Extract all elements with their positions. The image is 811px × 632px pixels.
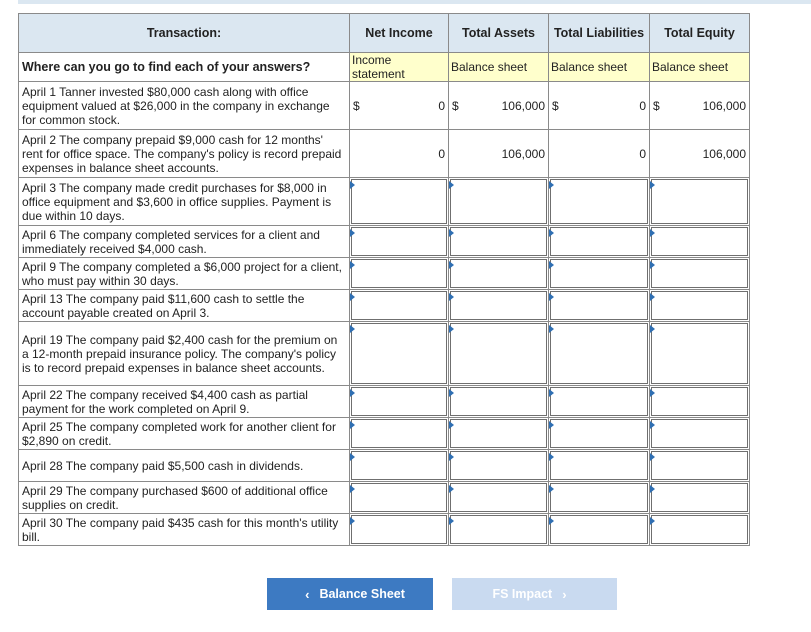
total-assets-source-value: Balance sheet (451, 60, 528, 74)
input-box[interactable] (351, 483, 447, 512)
input-box[interactable] (651, 419, 748, 448)
amount-value: 0 (438, 98, 445, 113)
input-marker-icon (650, 389, 655, 397)
total-assets-input[interactable] (449, 482, 549, 514)
transaction-row (19, 418, 750, 450)
input-box[interactable] (351, 419, 447, 448)
next-button-label: FS Impact (492, 587, 553, 601)
prev-button-label: Balance Sheet (319, 587, 405, 601)
cell-value (452, 130, 545, 177)
input-marker-icon (549, 325, 554, 333)
input-box[interactable] (651, 483, 748, 512)
total-assets-input[interactable] (449, 450, 549, 482)
input-marker-icon (449, 293, 454, 301)
cell-value (552, 130, 646, 177)
input-marker-icon (350, 261, 355, 269)
header-transaction: Transaction: (19, 14, 350, 53)
total-equity-input[interactable] (650, 258, 750, 290)
amount-value: 106,000 (702, 98, 746, 113)
input-marker-icon (650, 325, 655, 333)
total-liabilities-input[interactable] (549, 418, 650, 450)
input-box[interactable] (651, 387, 748, 416)
input-box[interactable] (450, 291, 547, 320)
amount-value: 106,000 (501, 146, 545, 161)
balance-sheet-prev-button[interactable] (267, 578, 433, 610)
input-marker-icon (350, 229, 355, 237)
header-total-equity: Total Equity (650, 14, 750, 53)
total-equity-input[interactable] (650, 82, 750, 130)
input-marker-icon (449, 421, 454, 429)
transaction-description: April 6 The company completed services for a client and immediately received $4,000 cash. (19, 226, 350, 258)
net-income-input[interactable] (350, 450, 449, 482)
total-assets-input[interactable] (449, 322, 549, 386)
total-liabilities-input[interactable] (549, 450, 650, 482)
total-equity-input[interactable] (650, 322, 750, 386)
input-marker-icon (549, 293, 554, 301)
input-marker-icon (350, 293, 355, 301)
net-income-input[interactable] (350, 482, 449, 514)
header-net-income: Net Income (350, 14, 449, 53)
header-row (19, 14, 750, 53)
total-equity-source-value: Balance sheet (652, 60, 729, 74)
input-box[interactable] (450, 419, 547, 448)
input-box[interactable] (450, 451, 547, 480)
transaction-row (19, 450, 750, 482)
total-liabilities-input[interactable] (549, 130, 650, 178)
transaction-row (19, 514, 750, 546)
transaction-description: April 2 The company prepaid $9,000 cash for 12 months' rent for office space. The company's policy is record prepaid expenses in balance sheet accounts. (19, 130, 350, 178)
total-liabilities-input[interactable] (549, 226, 650, 258)
transaction-row (19, 226, 750, 258)
input-marker-icon (449, 517, 454, 525)
input-marker-icon (449, 229, 454, 237)
total-assets-source-select[interactable] (449, 53, 549, 82)
transaction-description: April 28 The company paid $5,500 cash in dividends. (19, 450, 350, 482)
input-box[interactable] (351, 451, 447, 480)
input-marker-icon (549, 421, 554, 429)
total-assets-input[interactable] (449, 386, 549, 418)
input-box[interactable] (651, 323, 748, 384)
cell-value (552, 82, 646, 129)
amount-value: 0 (639, 98, 646, 113)
transaction-row (19, 178, 750, 226)
input-box[interactable] (651, 227, 748, 256)
input-marker-icon (549, 517, 554, 525)
total-assets-input[interactable] (449, 290, 549, 322)
input-marker-icon (350, 453, 355, 461)
cell-value (452, 82, 545, 129)
input-box[interactable] (550, 483, 648, 512)
net-income-input[interactable] (350, 290, 449, 322)
total-equity-input[interactable] (650, 418, 750, 450)
amount-value: 106,000 (501, 98, 545, 113)
total-liabilities-source-select[interactable] (549, 53, 650, 82)
net-income-input[interactable] (350, 130, 449, 178)
currency-symbol: $ (653, 98, 660, 113)
total-assets-input[interactable] (449, 514, 549, 546)
net-income-input[interactable] (350, 386, 449, 418)
input-box[interactable] (351, 179, 447, 224)
chevron-right-icon: › (562, 586, 567, 602)
net-income-input[interactable] (350, 178, 449, 226)
input-marker-icon (549, 181, 554, 189)
total-equity-input[interactable] (650, 450, 750, 482)
source-question: Where can you go to find each of your answers? (19, 53, 350, 82)
total-equity-input[interactable] (650, 514, 750, 546)
input-box[interactable] (550, 515, 648, 544)
total-liabilities-input[interactable] (549, 482, 650, 514)
transaction-description: April 19 The company paid $2,400 cash for the premium on a 12-month prepaid insurance policy. The company's policy is to record prepaid expenses in balance sheet accounts. (19, 322, 350, 386)
net-income-input[interactable] (350, 258, 449, 290)
input-marker-icon (350, 517, 355, 525)
transaction-row (19, 82, 750, 130)
currency-symbol: $ (353, 98, 360, 113)
input-box[interactable] (550, 179, 648, 224)
input-box[interactable] (450, 227, 547, 256)
input-box[interactable] (450, 483, 547, 512)
input-marker-icon (650, 293, 655, 301)
net-income-input[interactable] (350, 418, 449, 450)
total-equity-input[interactable] (650, 226, 750, 258)
transaction-row (19, 322, 750, 386)
transaction-description: April 25 The company completed work for another client for $2,890 on credit. (19, 418, 350, 450)
input-marker-icon (549, 261, 554, 269)
total-equity-input[interactable] (650, 130, 750, 178)
input-marker-icon (549, 229, 554, 237)
transaction-row (19, 130, 750, 178)
header-total-liabilities: Total Liabilities (549, 14, 650, 53)
total-equity-input[interactable] (650, 178, 750, 226)
input-box[interactable] (351, 227, 447, 256)
transaction-description: April 29 The company purchased $600 of additional office supplies on credit. (19, 482, 350, 514)
input-box[interactable] (550, 323, 648, 384)
input-box[interactable] (351, 259, 447, 288)
total-equity-source-select[interactable] (650, 53, 750, 82)
input-marker-icon (650, 453, 655, 461)
input-box[interactable] (351, 323, 447, 384)
fs-impact-next-button[interactable] (452, 578, 617, 610)
input-marker-icon (449, 181, 454, 189)
input-box[interactable] (450, 323, 547, 384)
input-marker-icon (650, 517, 655, 525)
input-box[interactable] (351, 387, 447, 416)
input-marker-icon (449, 389, 454, 397)
net-income-input[interactable] (350, 82, 449, 130)
input-marker-icon (549, 485, 554, 493)
net-income-input[interactable] (350, 514, 449, 546)
total-liabilities-input[interactable] (549, 290, 650, 322)
top-accent-bar (18, 0, 811, 4)
transaction-description: April 1 Tanner invested $80,000 cash along with office equipment valued at $26,000 in the company in exchange for common stock. (19, 82, 350, 130)
total-liabilities-input[interactable] (549, 178, 650, 226)
total-liabilities-input[interactable] (549, 258, 650, 290)
total-assets-input[interactable] (449, 130, 549, 178)
source-row (19, 53, 750, 82)
currency-symbol: $ (452, 98, 459, 113)
total-equity-input[interactable] (650, 482, 750, 514)
net-income-input[interactable] (350, 226, 449, 258)
cell-value (653, 82, 746, 129)
transaction-row (19, 386, 750, 418)
input-box[interactable] (550, 451, 648, 480)
input-marker-icon (449, 261, 454, 269)
input-marker-icon (650, 421, 655, 429)
input-box[interactable] (550, 387, 648, 416)
transaction-row (19, 482, 750, 514)
input-box[interactable] (550, 291, 648, 320)
net-income-input[interactable] (350, 322, 449, 386)
cell-value (353, 130, 445, 177)
transaction-description: April 30 The company paid $435 cash for this month's utility bill. (19, 514, 350, 546)
total-equity-input[interactable] (650, 386, 750, 418)
amount-value: 0 (639, 146, 646, 161)
total-assets-input[interactable] (449, 82, 549, 130)
total-assets-input[interactable] (449, 418, 549, 450)
input-box[interactable] (450, 515, 547, 544)
input-box[interactable] (450, 179, 547, 224)
input-box[interactable] (651, 515, 748, 544)
cell-value (353, 82, 445, 129)
transaction-description: April 22 The company received $4,400 cash as partial payment for the work completed on April 9. (19, 386, 350, 418)
input-marker-icon (650, 261, 655, 269)
input-marker-icon (449, 485, 454, 493)
total-liabilities-input[interactable] (549, 322, 650, 386)
input-marker-icon (650, 485, 655, 493)
input-box[interactable] (550, 259, 648, 288)
input-marker-icon (350, 389, 355, 397)
input-box[interactable] (651, 179, 748, 224)
input-marker-icon (350, 485, 355, 493)
input-marker-icon (350, 325, 355, 333)
input-box[interactable] (351, 515, 447, 544)
input-marker-icon (549, 389, 554, 397)
total-assets-input[interactable] (449, 226, 549, 258)
transaction-description: April 13 The company paid $11,600 cash to settle the account payable created on April 3. (19, 290, 350, 322)
net-income-source-value: Income statement (352, 53, 405, 81)
input-box[interactable] (651, 259, 748, 288)
chevron-left-icon: ‹ (305, 586, 310, 602)
input-marker-icon (549, 453, 554, 461)
total-liabilities-source-value: Balance sheet (551, 60, 628, 74)
input-marker-icon (650, 229, 655, 237)
net-income-source-select[interactable] (350, 53, 449, 82)
total-liabilities-input[interactable] (549, 514, 650, 546)
input-marker-icon (350, 421, 355, 429)
input-box[interactable] (351, 291, 447, 320)
input-box[interactable] (550, 419, 648, 448)
cell-value (653, 130, 746, 177)
input-marker-icon (350, 181, 355, 189)
transaction-analysis-table (18, 13, 750, 546)
transaction-description: April 3 The company made credit purchases for $8,000 in office equipment and $3,600 in office supplies. Payment is due within 10 days. (19, 178, 350, 226)
currency-symbol: $ (552, 98, 559, 113)
total-assets-input[interactable] (449, 258, 549, 290)
transaction-description: April 9 The company completed a $6,000 project for a client, who must pay within 30 days. (19, 258, 350, 290)
input-box[interactable] (450, 259, 547, 288)
input-box[interactable] (550, 227, 648, 256)
total-equity-input[interactable] (650, 290, 750, 322)
input-marker-icon (449, 453, 454, 461)
input-marker-icon (650, 181, 655, 189)
total-liabilities-input[interactable] (549, 386, 650, 418)
amount-value: 0 (438, 146, 445, 161)
transaction-row (19, 290, 750, 322)
input-box[interactable] (651, 291, 748, 320)
input-marker-icon (449, 325, 454, 333)
transaction-row (19, 258, 750, 290)
amount-value: 106,000 (702, 146, 746, 161)
total-assets-input[interactable] (449, 178, 549, 226)
header-total-assets: Total Assets (449, 14, 549, 53)
total-liabilities-input[interactable] (549, 82, 650, 130)
input-box[interactable] (450, 387, 547, 416)
input-box[interactable] (651, 451, 748, 480)
